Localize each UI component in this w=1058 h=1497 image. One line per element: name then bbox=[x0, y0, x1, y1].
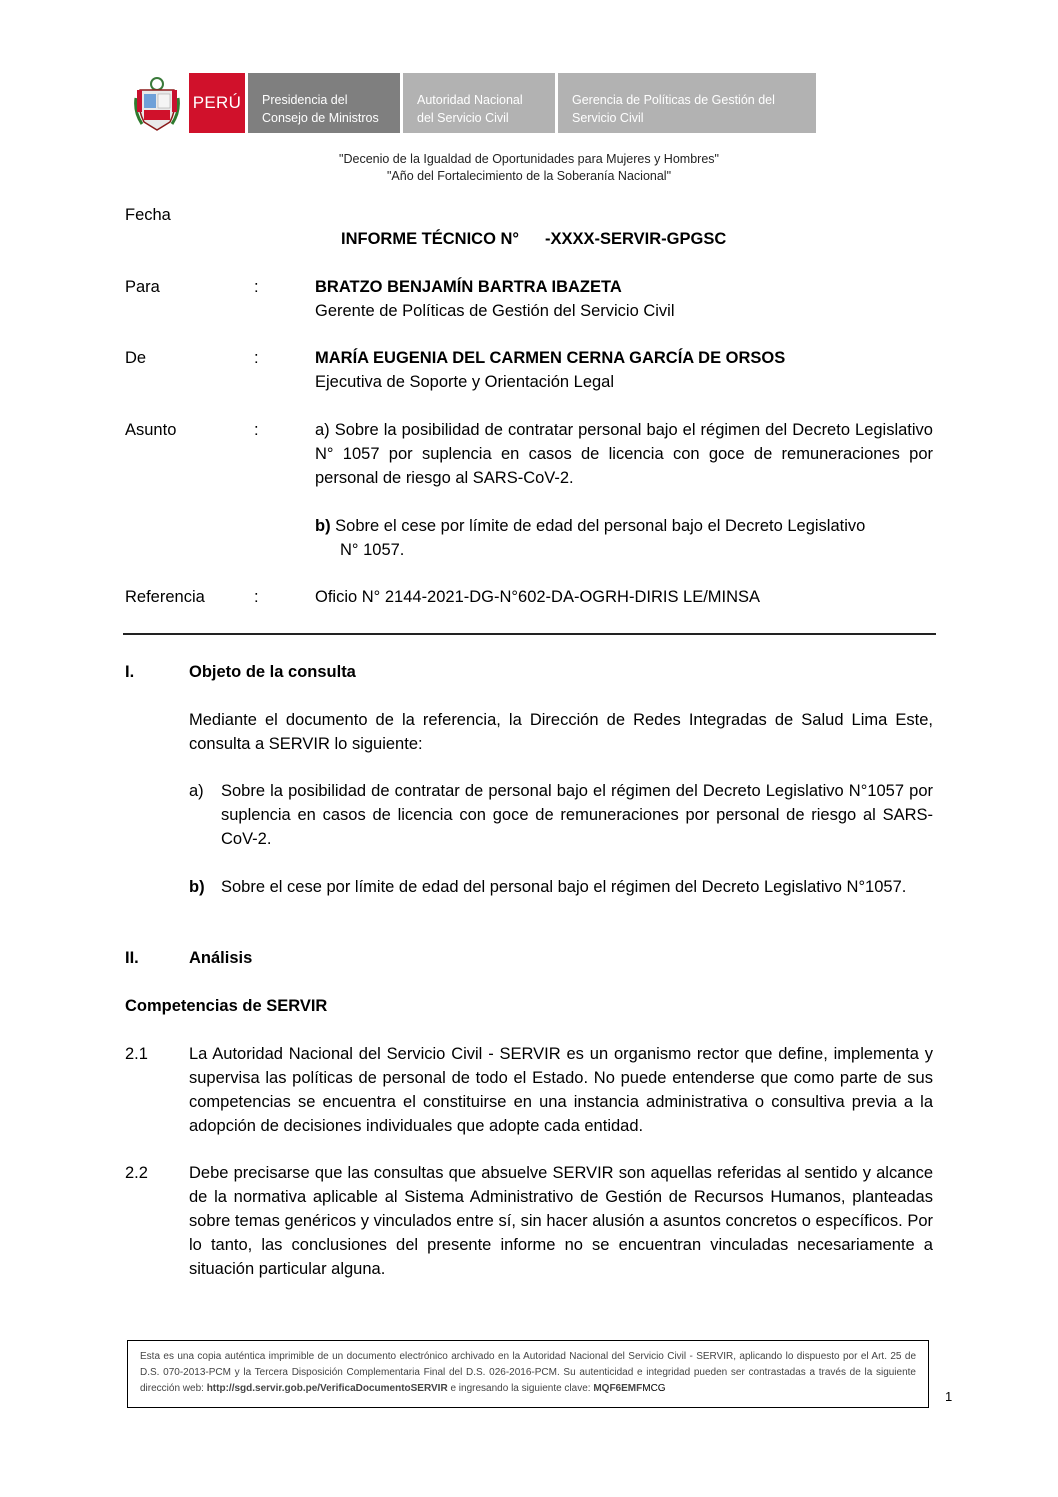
section-1-title: Objeto de la consulta bbox=[189, 663, 356, 681]
de-role: Ejecutiva de Soporte y Orientación Legal bbox=[315, 373, 615, 391]
referencia-value: Oficio N° 2144-2021-DG-N°602-DA-OGRH-DIRIS LE/MINSA bbox=[315, 588, 761, 606]
paragraph-2-2-number: 2.2 bbox=[125, 1164, 148, 1182]
asunto-item-b-letter: b) bbox=[315, 517, 331, 535]
para-role: Gerente de Políticas de Gestión del Servicio Civil bbox=[315, 302, 675, 320]
authenticity-notice bbox=[127, 1340, 929, 1408]
section-2-title: Análisis bbox=[189, 949, 253, 967]
para-name: BRATZO BENJAMÍN BARTRA IBAZETA bbox=[315, 278, 622, 296]
asunto-item-b-line2: N° 1057. bbox=[340, 541, 405, 559]
section-1-item-a-text: Sobre la posibilidad de contratar de personal bajo el régimen del Decreto Legislativo N°1057 por suplencia en casos de licencia con goce de remuneraciones por personal de riesgo al SARS-CoV-2. bbox=[221, 782, 933, 848]
peru-logo: PERÚ bbox=[189, 73, 245, 133]
asunto-item-b-line1: Sobre el cese por límite de edad del personal bajo el Decreto Legislativo bbox=[330, 517, 866, 535]
section-1-item-a-letter: a) bbox=[189, 782, 204, 800]
motto-line-1: "Decenio de la Igualdad de Oportunidades para Mujeres y Hombres" bbox=[339, 152, 719, 166]
header-box-servir bbox=[403, 73, 555, 133]
para-colon: : bbox=[254, 278, 259, 296]
asunto-item-b bbox=[315, 514, 933, 538]
header-box-gerencia bbox=[558, 73, 816, 133]
de-colon: : bbox=[254, 349, 259, 367]
motto-line-2: "Año del Fortalecimiento de la Soberanía Nacional" bbox=[386, 169, 672, 183]
header-divider bbox=[123, 633, 936, 635]
section-1-intro: Mediante el documento de la referencia, la Dirección de Redes Integradas de Salud Lima Este, consulta a SERVIR lo siguiente: bbox=[189, 711, 933, 753]
header-box-pcm-line2: Consejo de Ministros bbox=[262, 111, 379, 125]
header-box-gerencia-line1: Gerencia de Políticas de Gestión del bbox=[572, 93, 775, 107]
paragraph-2-2-text: Debe precisarse que las consultas que absuelve SERVIR son aquellas referidas al sentido y alcance de la normativa aplicable al Sistema Administrativo de Gestión de Recursos Humanos, planteadas sobre temas genéricos y vinculados entre sí, sin hacer alusión a asuntos concretos o específicos. Por lo tanto, las conclusiones del presente informe no se encuentran vinculadas necesariamente a situación particular alguna. bbox=[189, 1164, 933, 1278]
authenticity-notice-text-1: Esta es una copia auténtica imprimible de un documento electrónico archivado en la Autoridad Nacional del Servicio Civil - SERVIR, aplicando lo dispuesto por el Art. 25 de D.S. 070-2013-PCM y la Tercera Disposición Complementaria Final del D.S. 026-2016-PCM. Su autenticidad e integridad pueden ser contrastadas a través de la siguiente dirección web: bbox=[140, 1351, 916, 1394]
header-box-pcm bbox=[248, 73, 400, 133]
para-label: Para bbox=[125, 278, 160, 296]
coat-of-arms-icon bbox=[134, 76, 180, 132]
de-name: MARÍA EUGENIA DEL CARMEN CERNA GARCÍA DE ORSOS bbox=[315, 349, 786, 367]
fecha-label: Fecha bbox=[125, 206, 171, 224]
header-box-pcm-line1: Presidencia del bbox=[262, 93, 348, 107]
section-1-number: I. bbox=[125, 663, 135, 681]
paragraph-2-1-number: 2.1 bbox=[125, 1045, 148, 1063]
asunto-label: Asunto bbox=[125, 421, 177, 439]
section-1-item-b-letter: b) bbox=[189, 878, 205, 896]
referencia-colon: : bbox=[254, 588, 259, 606]
authenticity-notice-text-2: e ingresando la siguiente clave: bbox=[447, 1383, 594, 1394]
asunto-item-a: a) Sobre la posibilidad de contratar personal bajo el régimen del Decreto Legislativo N° 1057 por suplencia en casos de licencia con goce de remuneraciones por personal de riesgo al SARS-CoV-2. bbox=[315, 421, 933, 487]
header-box-servir-line2: del Servicio Civil bbox=[417, 111, 509, 125]
section-2-subtitle: Competencias de SERVIR bbox=[125, 997, 328, 1015]
page-number: 1 bbox=[945, 1389, 953, 1404]
paragraph-2-1-text: La Autoridad Nacional del Servicio Civil - SERVIR es un organismo rector que define, implementa y supervisa las políticas de personal de todo el Estado. No puede entenderse que como parte de sus competencias se encuentra el constituirse en una instancia administrativa o consultiva previa a la adopción de decisiones individuales que adopte cada entidad. bbox=[189, 1045, 933, 1135]
section-2-number: II. bbox=[125, 949, 139, 967]
verification-key-suffix: MCG bbox=[642, 1383, 666, 1394]
verification-url[interactable]: http://sgd.servir.gob.pe/VerificaDocumentoSERVIR bbox=[206, 1383, 448, 1394]
header-box-servir-line1: Autoridad Nacional bbox=[417, 93, 523, 107]
de-label: De bbox=[125, 349, 147, 367]
header-box-gerencia-line2: Servicio Civil bbox=[572, 111, 644, 125]
verification-key: MQF6EMF bbox=[593, 1383, 643, 1394]
informe-title: INFORME TÉCNICO N° bbox=[341, 230, 520, 248]
informe-code: -XXXX-SERVIR-GPGSC bbox=[545, 230, 727, 248]
referencia-label: Referencia bbox=[125, 588, 205, 606]
asunto-colon: : bbox=[254, 421, 259, 439]
section-1-item-b-text: Sobre el cese por límite de edad del personal bajo el régimen del Decreto Legislativo N°1057. bbox=[221, 878, 907, 896]
